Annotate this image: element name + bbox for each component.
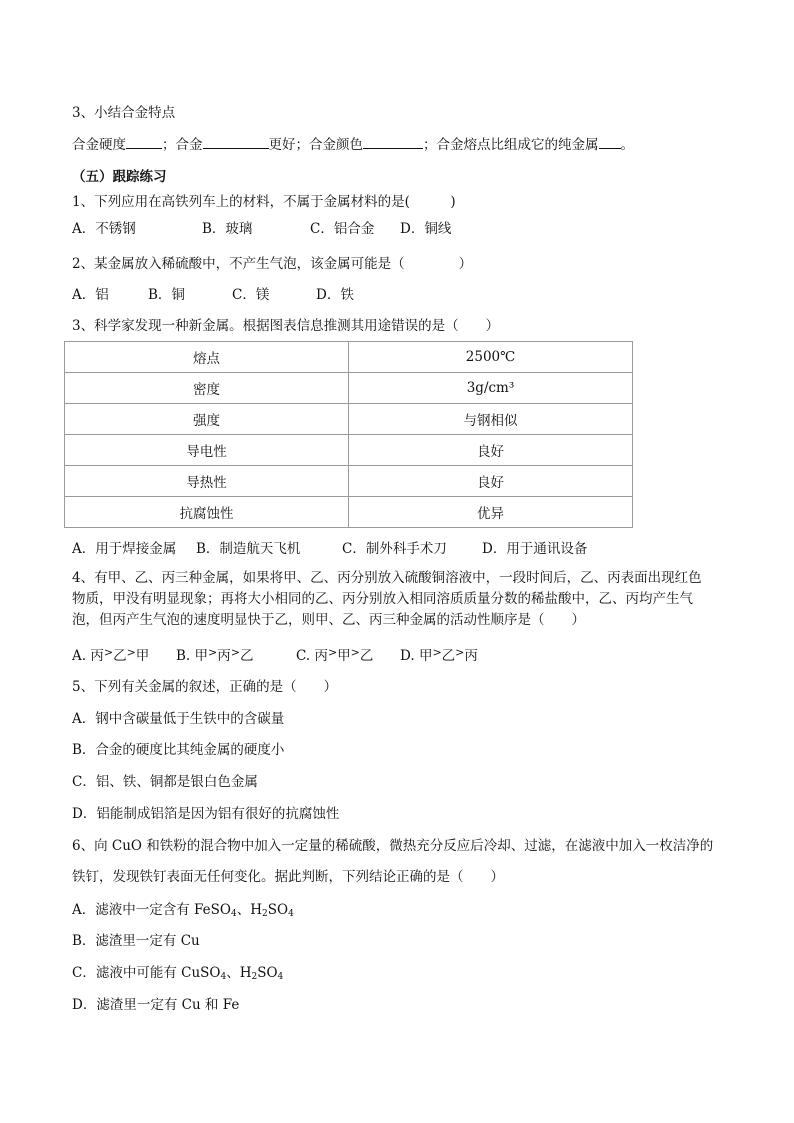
q2-option-d[interactable]: D．铁 — [316, 287, 354, 303]
q5-option-a[interactable]: A．钢中含碳量低于生铁中的含碳量 — [72, 711, 285, 727]
q2-option-a[interactable]: A．铝 — [72, 287, 109, 303]
q4-option-b[interactable]: B. 甲>丙>乙 — [176, 646, 254, 664]
summary-part-5: 。 — [620, 137, 634, 153]
q4-line-3: 泡，但丙产生气泡的速度明显快于乙，则甲、乙、丙三种金属的活动性顺序是（ ） — [72, 612, 585, 628]
q2-option-b[interactable]: B．铜 — [148, 287, 185, 303]
property-name: 导电性 — [65, 435, 349, 466]
summary-part-3: 更好；合金颜色 — [268, 137, 363, 153]
q4-option-d[interactable]: D. 甲>乙>丙 — [400, 646, 478, 664]
q4-option-a[interactable]: A. 丙>乙>甲 — [72, 646, 150, 664]
property-value: 优异 — [349, 497, 633, 528]
q1-option-d[interactable]: D．铜线 — [400, 221, 452, 237]
q6-option-d[interactable]: D．滤渣里一定有 Cu 和 Fe — [72, 997, 240, 1013]
summary-fill-blanks — [72, 136, 634, 154]
q2-stem: 2、某金属放入稀硫酸中，不产生气泡，该金属可能是（ ） — [72, 256, 473, 272]
property-name: 密度 — [65, 373, 349, 404]
blank-hardness[interactable] — [126, 136, 162, 149]
blank-melting-point[interactable] — [599, 136, 621, 149]
summary-part-4: ；合金熔点比组成它的纯金属 — [423, 137, 599, 153]
q4-line-2: 物质，甲没有明显现象；再将大小相同的乙、丙分别放入相同溶质质量分数的稀盐酸中，乙、丙均产生气 — [72, 591, 693, 607]
q1-option-b[interactable]: B．玻璃 — [202, 221, 253, 237]
q2-options — [72, 286, 354, 304]
q4-line-1: 4、有甲、乙、丙三种金属，如果将甲、乙、丙分别放入硫酸铜溶液中，一段时间后，乙、丙表面出现红色 — [72, 570, 702, 586]
table-row — [65, 466, 633, 497]
q1-options — [72, 220, 451, 238]
q6-line-1: 6、向 CuO 和铁粉的混合物中加入一定量的稀硫酸，微热充分反应后冷却、过滤，在滤液中加入一枚洁净的 — [72, 838, 714, 854]
q1-option-a[interactable]: A．不锈钢 — [72, 221, 136, 237]
q1-option-c[interactable]: C．铝合金 — [310, 221, 375, 237]
property-value: 3g/cm³ — [349, 373, 633, 404]
q3-option-b[interactable]: B．制造航天飞机 — [196, 541, 301, 557]
q1-stem: 1、下列应用在高铁列车上的材料，不属于金属材料的是( ) — [72, 194, 456, 210]
property-name: 导热性 — [65, 466, 349, 497]
property-value: 2500℃ — [349, 342, 633, 373]
q5-option-c[interactable]: C．铝、铁、铜都是银白色金属 — [72, 774, 258, 790]
q5-option-d[interactable]: D．铝能制成铝箔是因为铝有很好的抗腐蚀性 — [72, 806, 340, 822]
summary-heading: 3、小结合金特点 — [72, 105, 176, 121]
property-name: 强度 — [65, 404, 349, 435]
q3-option-d[interactable]: D．用于通讯设备 — [482, 541, 588, 557]
q6-option-c[interactable]: C．滤液中可能有 CuSO$_4$、$H_2SO_4$ — [72, 965, 284, 982]
q6-option-a[interactable]: A．滤液中一定含有 FeSO$_4$、$H_2SO_4$ — [72, 902, 294, 919]
property-name: 抗腐蚀性 — [65, 497, 349, 528]
q5-stem: 5、下列有关金属的叙述，正确的是（ ） — [72, 679, 338, 695]
q3-option-a[interactable]: A．用于焊接金属 — [72, 541, 177, 557]
q4-option-c[interactable]: C. 丙>甲>乙 — [296, 646, 374, 664]
property-value: 与钢相似 — [349, 404, 633, 435]
q5-option-b[interactable]: B．合金的硬度比其纯金属的硬度小 — [72, 742, 285, 758]
section-title: （五）跟踪练习 — [72, 169, 167, 185]
summary-part-2: ；合金 — [162, 137, 203, 153]
q3-properties-table — [64, 341, 633, 528]
q6-option-b[interactable]: B．滤渣里一定有 Cu — [72, 933, 200, 949]
blank-property[interactable] — [203, 136, 269, 149]
property-name: 熔点 — [65, 342, 349, 373]
q3-stem: 3、科学家发现一种新金属。根据图表信息推测其用途错误的是（ ） — [72, 318, 500, 334]
table-row — [65, 497, 633, 528]
property-value: 良好 — [349, 435, 633, 466]
q3-options — [72, 540, 587, 558]
blank-color[interactable] — [363, 136, 423, 149]
q6-line-2: 铁钉，发现铁钉表面无任何变化。据此判断，下列结论正确的是（ ） — [72, 869, 504, 885]
table-row — [65, 342, 633, 373]
q2-option-c[interactable]: C．镁 — [232, 287, 270, 303]
property-value: 良好 — [349, 466, 633, 497]
table-row — [65, 404, 633, 435]
table-row — [65, 373, 633, 404]
q3-option-c[interactable]: C．制外科手术刀 — [342, 541, 447, 557]
table-row — [65, 435, 633, 466]
q4-options — [72, 644, 478, 665]
summary-part-1: 合金硬度 — [72, 137, 126, 153]
